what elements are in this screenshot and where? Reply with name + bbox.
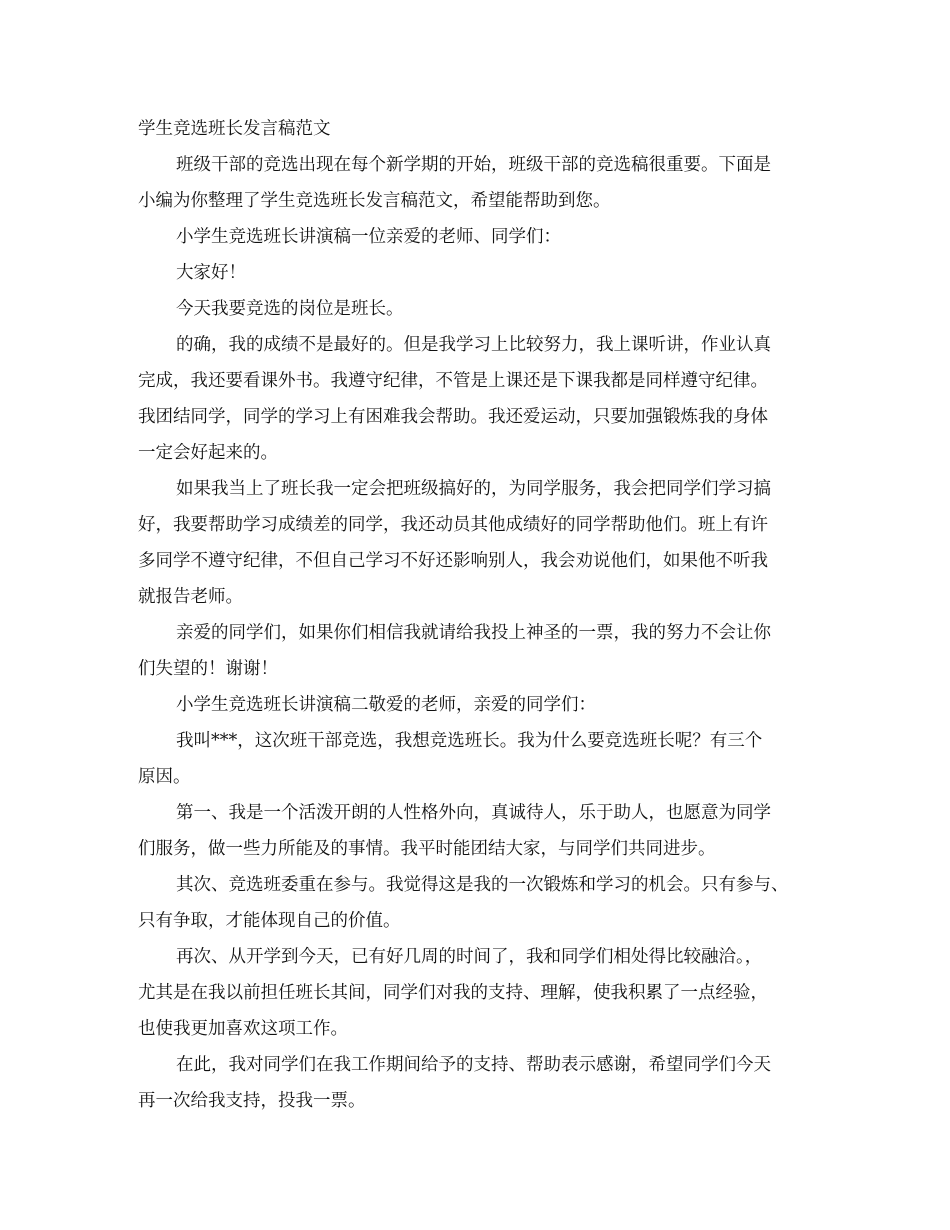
text-line: 的确，我的成绩不是最好的。但是我学习上比较努力，我上课听讲，作业认真 (176, 335, 771, 355)
text-line: 亲爱的同学们，如果你们相信我就请给我投上神圣的一票，我的努力不会让你 (176, 623, 771, 643)
text-line: 们失望的！谢谢！ (138, 659, 278, 679)
text-line: 小编为你整理了学生竞选班长发言稿范文，希望能帮助到您。 (138, 191, 611, 211)
text-line: 多同学不遵守纪律，不但自己学习不好还影响别人，我会劝说他们，如果他不听我 (138, 551, 768, 571)
text-line: 在此，我对同学们在我工作期间给予的支持、帮助表示感谢，希望同学们今天 (176, 1055, 771, 1075)
text-line: 再次、从开学到今天，已有好几周的时间了，我和同学们相处得比较融洽。， (176, 947, 763, 967)
text-line: 原因。 (138, 767, 191, 787)
text-line: 尤其是在我以前担任班长其间，同学们对我的支持、理解，使我积累了一点经验， (138, 983, 768, 1003)
text-line: 小学生竞选班长讲演稿二敬爱的老师，亲爱的同学们： (176, 695, 596, 715)
text-line: 其次、竞选班委重在参与。我觉得这是我的一次锻炼和学习的机会。只有参与、 (176, 875, 789, 895)
text-line: 如果我当上了班长我一定会把班级搞好的，为同学服务，我会把同学们学习搞 (176, 479, 771, 499)
text-line: 第一、我是一个活泼开朗的人性格外向，真诚待人，乐于助人，也愿意为同学 (176, 803, 771, 823)
text-line: 就报告老师。 (138, 587, 243, 607)
text-line: 完成，我还要看课外书。我遵守纪律，不管是上课还是下课我都是同样遵守纪律。 (138, 371, 768, 391)
text-line: 只有争取，才能体现自己的价值。 (138, 911, 401, 931)
text-line: 今天我要竞选的岗位是班长。 (176, 299, 404, 319)
text-line: 好，我要帮助学习成绩差的同学，我还动员其他成绩好的同学帮助他们。班上有许 (138, 515, 768, 535)
text-line: 一定会好起来的。 (138, 443, 278, 463)
text-line: 再一次给我支持，投我一票。 (138, 1091, 366, 1111)
text-line: 大家好！ (176, 263, 246, 283)
text-line: 们服务，做一些力所能及的事情。我平时能团结大家，与同学们共同进步。 (138, 839, 716, 859)
text-line: 小学生竞选班长讲演稿一位亲爱的老师、同学们： (176, 227, 561, 247)
text-line: 我叫***，这次班干部竞选，我想竞选班长。我为什么要竞选班长呢？有三个 (176, 731, 763, 751)
document-title: 学生竞选班长发言稿范文 (138, 119, 331, 139)
text-line: 班级干部的竞选出现在每个新学期的开始，班级干部的竞选稿很重要。下面是 (176, 155, 771, 175)
text-line: 也使我更加喜欢这项工作。 (138, 1019, 348, 1039)
text-line: 我团结同学，同学的学习上有困难我会帮助。我还爱运动，只要加强锻炼我的身体 (138, 407, 768, 427)
